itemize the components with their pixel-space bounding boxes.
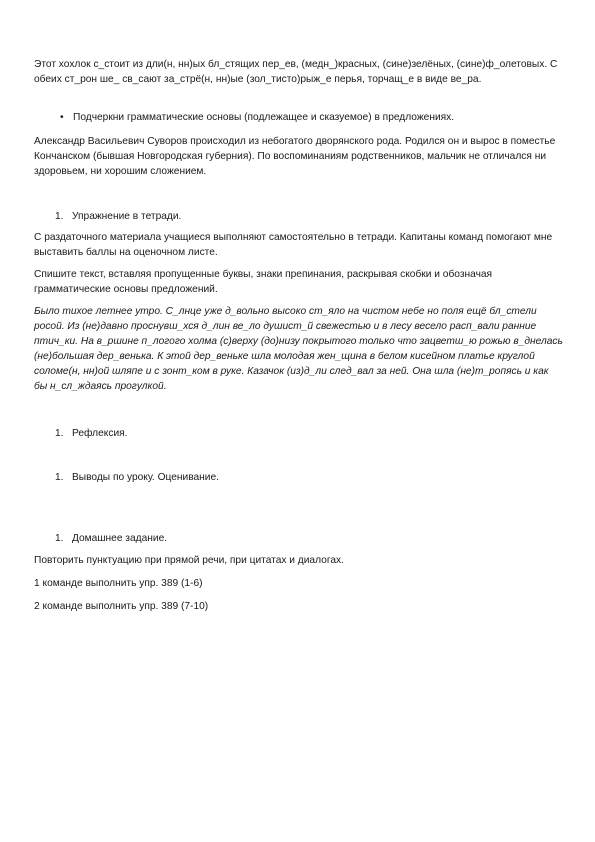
list-number: 1.: [55, 428, 64, 439]
list-number: 1.: [55, 211, 64, 222]
suvorov-paragraph: Александр Васильевич Суворов происходил из небогатого дворянского рода. Родился он и вырос в поместье Кончанском (бывшая Новгородская губерния). По воспоминаниям родственников, мальчик не отличался ни здоровьем, ни хорошим сложением.: [34, 136, 556, 177]
list-number: 1.: [55, 533, 64, 544]
bullet-marker: •: [60, 112, 64, 123]
handout-paragraph: С раздаточного материала учащиеся выполняют самостоятельно в тетради. Капитаны команд помогают мне выставить баллы на оценочном листе.: [34, 232, 553, 258]
exercise-text-paragraph: Было тихое летнее утро. С_лнце уже д_вольно высоко ст_яло на чистом небе но поля ещё бл_стели росой. Из (не)давно проснувш_хся д_лин ве_ло душист_й свежестью и в лесу весело расп_вали ранние птич_ки. На в_ршине п_логого холма (с)верху (до)низу покрытого только что зацветш_ю рожью в_днелась (не)большая дер_венька. К этой дер_веньке шла молодая жен_щина в белом кисейном платье круглой соломе(н, нн)ой шляпе и с зонт_ком в руке. Казачок (из)д_ли след_вал за ней. Она шла (не)т_ропясь и как бы н_сл_ждаясь прогулкой.: [34, 306, 563, 392]
homework-paragraph: Повторить пунктуацию при прямой речи, при цитатах и диалогах.: [34, 555, 344, 566]
intro-paragraph: Этот хохлок с_стоит из дли(н, нн)ых бл_стящих пер_ев, (медн_)красных, (сине)зелёных, (сине)ф_олетовых. С обеих ст_рон ше_ св_сают за_стрё(н, нн)ые (зол_тисто)рыж_е перья, торчащ_е в виде ве_ра.: [34, 59, 558, 85]
team1-assignment: 1 команде выполнить упр. 389 (1-6): [34, 578, 203, 589]
list-item-exercise-text: Упражнение в тетради.: [72, 211, 182, 222]
list-item-homework-text: Домашнее задание.: [72, 533, 168, 544]
team2-assignment: 2 команде выполнить упр. 389 (7-10): [34, 601, 209, 612]
list-number: 1.: [55, 472, 64, 483]
list-item-reflection-text: Рефлексия.: [72, 428, 128, 439]
list-item-conclusions-text: Выводы по уроку. Оценивание.: [72, 472, 219, 483]
bullet-task-text: Подчеркни грамматические основы (подлежащее и сказуемое) в предложениях.: [73, 112, 455, 123]
instruction-paragraph: Спишите текст, вставляя пропущенные буквы, знаки препинания, раскрывая скобки и обозначая грамматические основы предложений.: [34, 269, 493, 295]
